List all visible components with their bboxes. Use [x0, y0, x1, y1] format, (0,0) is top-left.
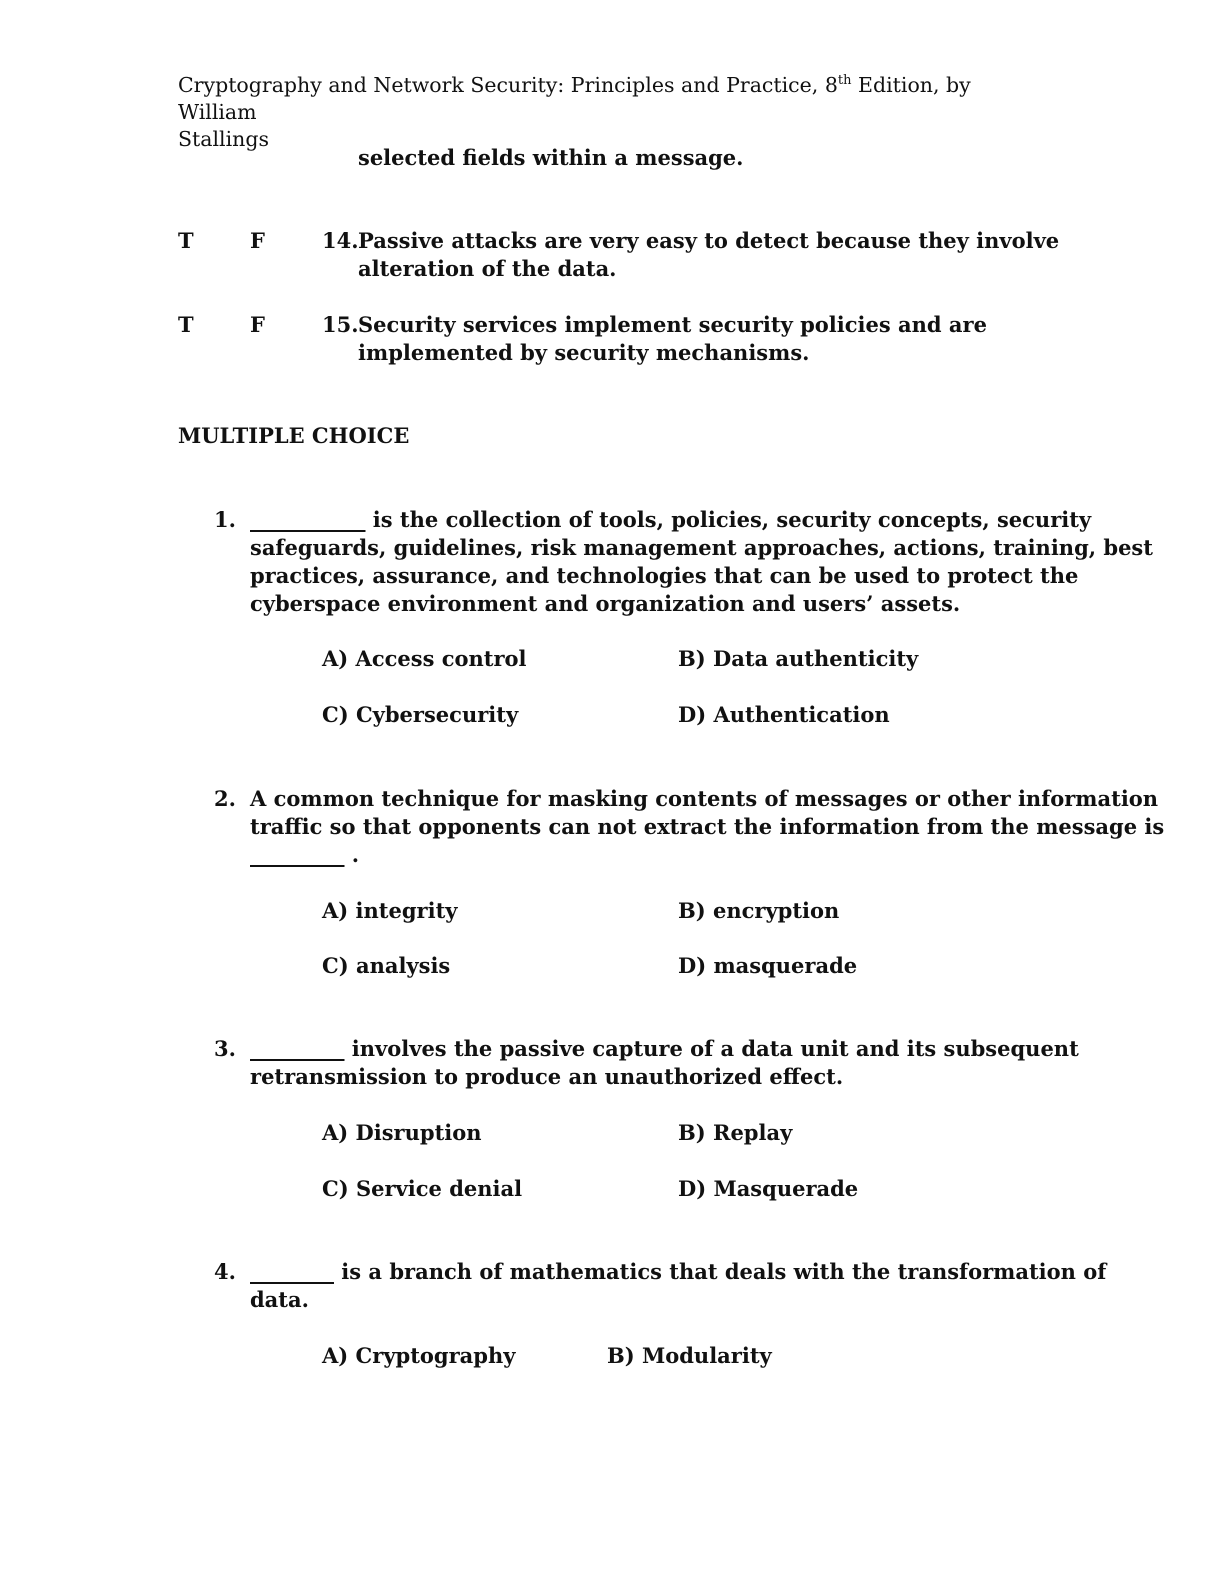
- tf-text-line1: Security services implement security policies and are: [358, 312, 987, 337]
- option-b: B) encryption: [678, 898, 840, 923]
- tf-false-label: F: [250, 312, 265, 337]
- question-line: practices, assurance, and technologies that can be used to protect the: [250, 563, 1079, 588]
- tf-number: 15.: [322, 312, 359, 337]
- question-number: 2.: [214, 786, 236, 811]
- option-c: C) Service denial: [322, 1176, 523, 1201]
- continuation-text: selected fields within a message.: [358, 145, 744, 170]
- header-line1-prefix: Cryptography and Network Security: Principles and Practice, 8: [178, 73, 838, 97]
- option-a: A) Disruption: [322, 1120, 482, 1145]
- question-number: 1.: [214, 507, 236, 532]
- question-number: 3.: [214, 1036, 236, 1061]
- question-line: cyberspace environment and organization and users’ assets.: [250, 591, 961, 616]
- option-d: D) Masquerade: [678, 1176, 859, 1201]
- question-line: _________ involves the passive capture of a data unit and its subsequent: [250, 1036, 1079, 1061]
- header-superscript: th: [837, 73, 852, 89]
- question-line: ________ is a branch of mathematics that deals with the transformation of: [250, 1259, 1107, 1284]
- header-line1-suffix: Edition, by William: [178, 73, 971, 124]
- section-title: MULTIPLE CHOICE: [178, 423, 410, 448]
- option-b: B) Replay: [678, 1120, 793, 1145]
- tf-false-label: F: [250, 228, 265, 253]
- question-line: safeguards, guidelines, risk management approaches, actions, training, best: [250, 535, 1153, 560]
- option-d: D) Authentication: [678, 702, 890, 727]
- option-a: A) Access control: [322, 646, 527, 671]
- option-a: A) integrity: [322, 898, 458, 923]
- question-line: _________ .: [250, 842, 360, 867]
- tf-text-line2: alteration of the data.: [358, 256, 617, 281]
- option-a: A) Cryptography: [322, 1343, 516, 1368]
- question-line: traffic so that opponents can not extract the information from the message is: [250, 814, 1165, 839]
- question-line: data.: [250, 1287, 309, 1312]
- header-line2: Stallings: [178, 127, 270, 151]
- tf-number: 14.: [322, 228, 359, 253]
- question-line: A common technique for masking contents of messages or other information: [250, 786, 1159, 811]
- option-c: C) Cybersecurity: [322, 702, 519, 727]
- tf-true-label: T: [178, 312, 194, 337]
- question-number: 4.: [214, 1259, 236, 1284]
- question-line: retransmission to produce an unauthorized effect.: [250, 1064, 844, 1089]
- tf-text-line1: Passive attacks are very easy to detect because they involve: [358, 228, 1060, 253]
- option-b: B) Data authenticity: [678, 646, 919, 671]
- option-b: B) Modularity: [607, 1343, 772, 1368]
- option-d: D) masquerade: [678, 953, 858, 978]
- document-header: [178, 72, 1038, 153]
- tf-text-line2: implemented by security mechanisms.: [358, 340, 810, 365]
- option-c: C) analysis: [322, 953, 451, 978]
- tf-true-label: T: [178, 228, 194, 253]
- question-line: ___________ is the collection of tools, policies, security concepts, security: [250, 507, 1092, 532]
